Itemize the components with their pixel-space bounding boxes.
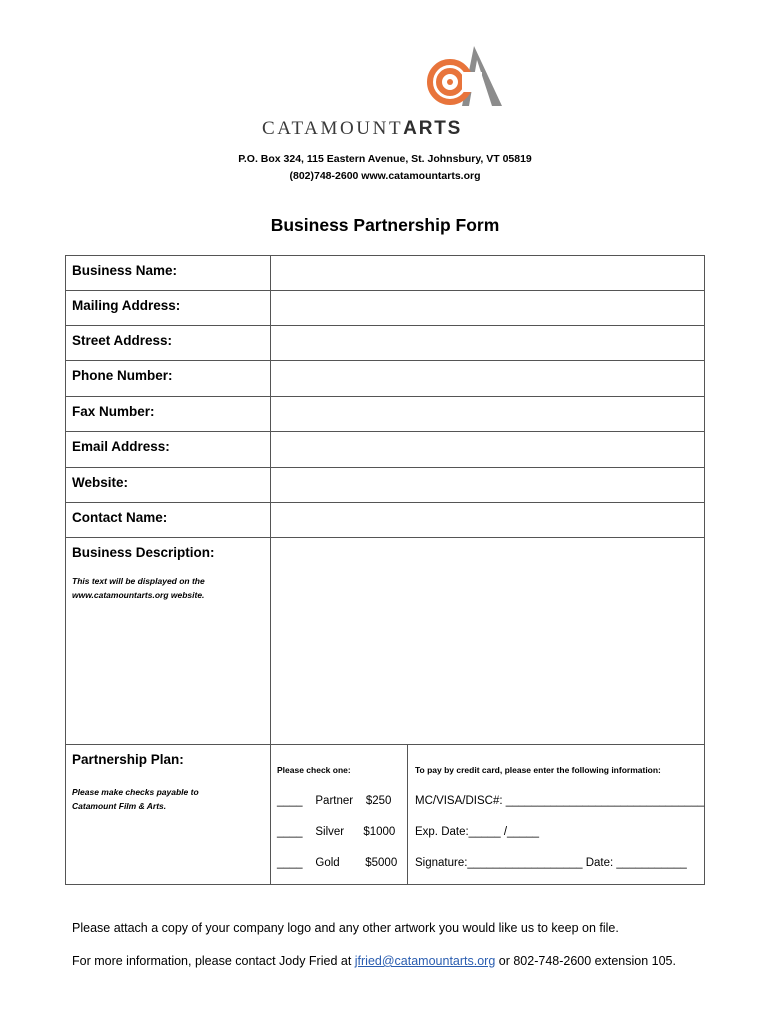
- card-number-line[interactable]: MC/VISA/DISC#: _______________________________: [414, 795, 704, 807]
- partnership-plan-label: Partnership Plan:: [72, 752, 184, 767]
- plan-name: Gold: [315, 857, 340, 869]
- page-title: Business Partnership Form: [270, 215, 500, 235]
- exp-date-line[interactable]: Exp. Date:_____ /_____: [414, 826, 540, 838]
- email-address-field[interactable]: [271, 432, 705, 468]
- plan-option-partner[interactable]: [277, 795, 407, 826]
- contact-email-link[interactable]: jfried@catamountarts.org: [354, 954, 496, 968]
- phone-number-field[interactable]: [271, 361, 705, 397]
- plan-blank[interactable]: ____: [277, 795, 303, 807]
- brand-bold: ARTS: [403, 118, 463, 139]
- address-line-1: P.O. Box 324, 115 Eastern Avenue, St. Johnsbury, VT 05819: [238, 153, 532, 165]
- plan-option-gold[interactable]: [277, 857, 407, 888]
- logo-mark-icon: [422, 42, 512, 112]
- fax-number-field[interactable]: [271, 397, 705, 432]
- plan-price: $1000: [363, 826, 396, 838]
- credit-card-column: [408, 745, 704, 884]
- brand-main: CATAMOUNT: [262, 118, 404, 139]
- plan-name: Silver: [315, 826, 345, 838]
- business-description-label: Business Description:: [72, 545, 215, 560]
- signature-date-line[interactable]: Signature:__________________ Date: ___________: [414, 857, 687, 869]
- plan-blank[interactable]: ____: [277, 826, 303, 838]
- business-name-field[interactable]: [271, 256, 705, 291]
- contact-name-label: Contact Name:: [66, 503, 271, 538]
- logo-wordmark: [262, 118, 512, 140]
- catamount-arts-logo: [262, 42, 512, 142]
- credit-card-heading: To pay by credit card, please enter the following information:: [414, 765, 661, 775]
- checks-payable-line-1: Please make checks payable to: [72, 787, 199, 797]
- checks-payable-note: [72, 785, 270, 813]
- website-label: Website:: [66, 468, 271, 503]
- mailing-address-field[interactable]: [271, 291, 705, 326]
- partnership-plan-cell: [66, 745, 271, 885]
- address-line-2: (802)748-2600 www.catamountarts.org: [289, 170, 481, 182]
- plan-check-column: [271, 745, 408, 884]
- business-description-cell: [66, 538, 271, 745]
- plan-option-silver[interactable]: [277, 826, 407, 857]
- contact-suffix: or 802-748-2600 extension 105.: [495, 954, 676, 968]
- mailing-address-label: Mailing Address:: [66, 291, 271, 326]
- contact-info-line: [72, 954, 676, 968]
- check-one-heading: Please check one:: [277, 765, 351, 775]
- business-description-note: This text will be displayed on the www.catamountarts.org website.: [72, 576, 205, 600]
- fax-number-label: Fax Number:: [66, 397, 271, 432]
- partnership-form-table: [65, 255, 705, 885]
- checks-payable-line-2: Catamount Film & Arts.: [72, 801, 167, 811]
- contact-name-field[interactable]: [271, 503, 705, 538]
- street-address-label: Street Address:: [66, 326, 271, 361]
- plan-price: $5000: [365, 857, 398, 869]
- contact-prefix: For more information, please contact Jody Fried at: [72, 954, 355, 968]
- phone-number-label: Phone Number:: [66, 361, 271, 397]
- plan-blank[interactable]: ____: [277, 857, 303, 869]
- partnership-plan-options: [271, 745, 705, 885]
- plan-name: Partner: [315, 795, 354, 807]
- website-field[interactable]: [271, 468, 705, 503]
- street-address-field[interactable]: [271, 326, 705, 361]
- email-address-label: Email Address:: [66, 432, 271, 468]
- business-name-label: Business Name:: [66, 256, 271, 291]
- business-description-field[interactable]: [271, 538, 705, 745]
- attach-logo-note: Please attach a copy of your company logo and any other artwork you would like us to keep on file.: [72, 921, 619, 935]
- plan-price: $250: [365, 795, 392, 807]
